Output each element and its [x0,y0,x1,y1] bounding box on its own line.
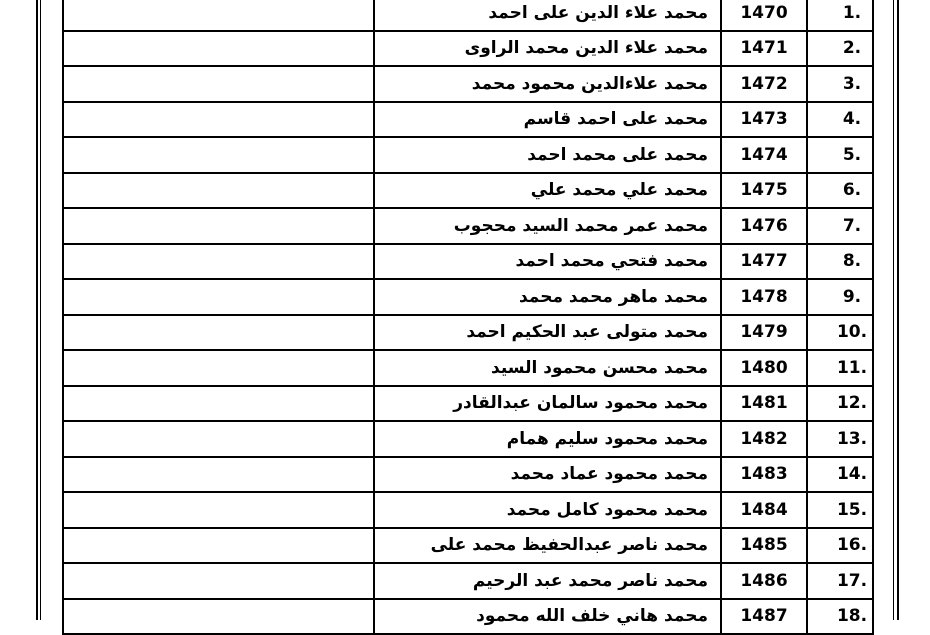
blank-cell [63,457,374,493]
student-code-cell: 1479 [721,315,807,351]
row-index-cell: 4. [807,102,873,138]
table-row [63,279,873,315]
student-name-cell: محمد محمود سليم همام [374,421,721,457]
student-name-cell: محمد على احمد قاسم [374,102,721,138]
row-index-cell: 14. [807,457,873,493]
blank-cell [63,244,374,280]
student-code-cell: 1487 [721,599,807,635]
row-index-cell: 3. [807,66,873,102]
row-index-cell: 15. [807,492,873,528]
blank-cell [63,31,374,67]
table-row [63,421,873,457]
student-code-cell: 1483 [721,457,807,493]
row-index-cell: 1. [807,0,873,31]
student-code-cell: 1476 [721,208,807,244]
student-code-cell: 1482 [721,421,807,457]
student-code-cell: 1473 [721,102,807,138]
blank-cell [63,279,374,315]
row-index-cell: 13. [807,421,873,457]
student-name-cell: محمد متولى عبد الحكيم احمد [374,315,721,351]
table-row [63,66,873,102]
student-code-cell: 1474 [721,137,807,173]
table-row [63,563,873,599]
page-border-left [36,0,38,620]
blank-cell [63,350,374,386]
row-index-cell: 17. [807,563,873,599]
row-index-cell: 5. [807,137,873,173]
student-name-cell: محمد ناصر عبدالحفيظ محمد على [374,528,721,564]
student-code-cell: 1470 [721,0,807,31]
table-row [63,528,873,564]
student-name-cell: محمد هاني خلف الله محمود [374,599,721,635]
student-name-cell: محمد ناصر محمد عبد الرحيم [374,563,721,599]
table-row [63,386,873,422]
table-row [63,0,873,31]
row-index-cell: 7. [807,208,873,244]
blank-cell [63,492,374,528]
blank-cell [63,563,374,599]
page-border-right [893,0,894,620]
row-index-cell: 9. [807,279,873,315]
table-row [63,31,873,67]
student-name-cell: محمد ماهر محمد محمد [374,279,721,315]
row-index-cell: 18. [807,599,873,635]
student-code-cell: 1478 [721,279,807,315]
row-index-cell: 16. [807,528,873,564]
blank-cell [63,386,374,422]
table-row [63,350,873,386]
student-code-cell: 1486 [721,563,807,599]
student-name-cell: محمد محمود سالمان عبدالقادر [374,386,721,422]
blank-cell [63,137,374,173]
student-name-cell: محمد علاء الدين محمد الراوى [374,31,721,67]
blank-cell [63,102,374,138]
student-name-cell: محمد محسن محمود السيد [374,350,721,386]
student-code-cell: 1481 [721,386,807,422]
student-code-cell: 1485 [721,528,807,564]
row-index-cell: 11. [807,350,873,386]
blank-cell [63,208,374,244]
student-name-cell: محمد علي محمد علي [374,173,721,209]
student-name-cell: محمد علاءالدين محمود محمد [374,66,721,102]
student-roster-table [62,0,874,635]
table-row [63,315,873,351]
student-code-cell: 1477 [721,244,807,280]
table-row [63,137,873,173]
row-index-cell: 12. [807,386,873,422]
table-row [63,244,873,280]
page-border-left-inner [40,0,41,620]
table-row [63,457,873,493]
student-code-cell: 1472 [721,66,807,102]
student-code-cell: 1484 [721,492,807,528]
student-name-cell: محمد محمود عماد محمد [374,457,721,493]
row-index-cell: 2. [807,31,873,67]
page-border-right-outer [897,0,899,620]
blank-cell [63,528,374,564]
row-index-cell: 6. [807,173,873,209]
blank-cell [63,173,374,209]
table-row [63,208,873,244]
student-code-cell: 1471 [721,31,807,67]
table-row [63,492,873,528]
table-row [63,599,873,635]
blank-cell [63,421,374,457]
student-code-cell: 1475 [721,173,807,209]
roster-body [63,0,873,634]
student-name-cell: محمد عمر محمد السيد محجوب [374,208,721,244]
blank-cell [63,0,374,31]
row-index-cell: 8. [807,244,873,280]
row-index-cell: 10. [807,315,873,351]
blank-cell [63,599,374,635]
student-code-cell: 1480 [721,350,807,386]
table-row [63,173,873,209]
blank-cell [63,66,374,102]
student-name-cell: محمد محمود كامل محمد [374,492,721,528]
student-name-cell: محمد على محمد احمد [374,137,721,173]
student-name-cell: محمد فتحي محمد احمد [374,244,721,280]
blank-cell [63,315,374,351]
table-row [63,102,873,138]
student-name-cell: محمد علاء الدين على احمد [374,0,721,31]
